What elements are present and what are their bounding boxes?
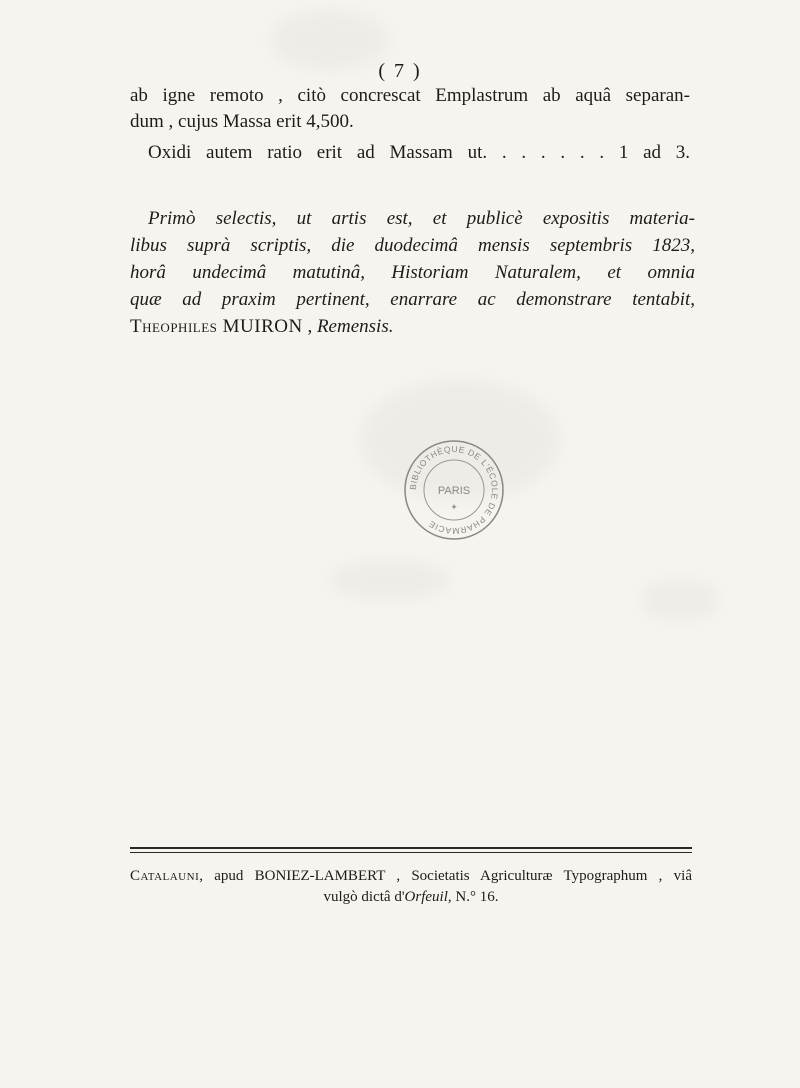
paragraph-1-line-3: Oxidi autem ratio erit ad Massam ut. . . . . . . 1 ad 3.	[148, 142, 690, 163]
imprint-street: Orfeuil	[404, 889, 448, 905]
paragraph-2-line-2: libus suprà scriptis, die duodecimâ mensis septembris 1823,	[130, 235, 695, 256]
stamp-ring-text: BIBLIOTHÈQUE DE L'ÉCOLE DE PHARMACIE	[407, 443, 501, 537]
footer-double-rule	[130, 847, 692, 853]
printer-imprint	[130, 866, 692, 908]
author-origin: Remensis.	[316, 316, 394, 337]
paragraph-2-line-4: quæ ad praxim pertinent, enarrare ac demonstrare tentabit,	[130, 289, 695, 310]
author-name: Theophiles MUIRON	[130, 316, 303, 337]
paper-stain	[330, 560, 450, 600]
imprint-city: Catalauni	[130, 868, 200, 884]
paragraph-2-line-3: horâ undecimâ matutinâ, Historiam Naturalem, et omnia	[130, 262, 695, 283]
author-separator: ,	[302, 316, 317, 337]
imprint-line-1: Catalauni, apud BONIEZ-LAMBERT , Societatis Agriculturæ Typographum , viâ	[130, 868, 692, 884]
paragraph-2	[130, 205, 695, 340]
stamp-center-text: PARIS	[437, 485, 471, 497]
stamp-star-icon: ✦	[450, 503, 458, 513]
paragraph-1-line-1: ab igne remoto , citò concrescat Emplastrum ab aquâ separan-	[130, 85, 690, 106]
paragraph-2-line-1: Primò selectis, ut artis est, et publicè expositis materia-	[148, 208, 695, 229]
paper-stain	[640, 580, 720, 620]
page-number: ( 7 )	[378, 60, 422, 82]
author-line	[130, 313, 695, 340]
library-stamp	[402, 438, 506, 542]
imprint-line-2: vulgò dictâ d'Orfeuil, N.° 16.	[323, 889, 499, 905]
paragraph-1-line-2: dum , cujus Massa erit 4,500.	[130, 111, 354, 132]
